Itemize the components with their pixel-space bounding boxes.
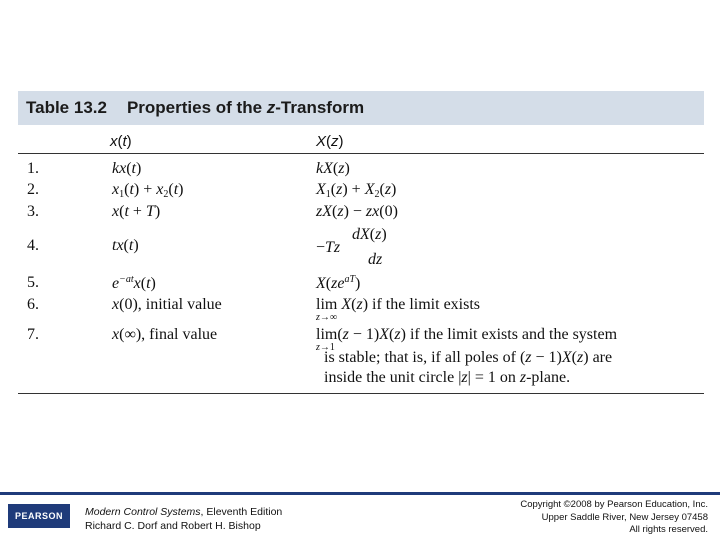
row7-col2-line2: is stable; that is, if all poles of xyxy=(324,349,520,366)
book-title: Modern Control Systems xyxy=(85,506,201,518)
row-index: 6. xyxy=(27,296,39,313)
pearson-logo: PEARSON xyxy=(8,504,70,528)
table-title-var: z xyxy=(266,98,276,117)
row2-Xz: $X_1(z) + X_2(z)$ xyxy=(316,181,397,200)
col1-header-var: x xyxy=(110,133,118,150)
row1-Xz: kX(z) xyxy=(316,160,350,177)
row6-xt: x(0), initial value xyxy=(112,296,222,313)
row-index: 5. xyxy=(27,274,39,291)
row7-col2-line2b: are xyxy=(588,349,613,366)
row3-xt: x(t + T) xyxy=(112,203,161,220)
table-title-prefix: Properties of the xyxy=(126,98,267,117)
book-edition: , Eleventh Edition xyxy=(200,506,283,518)
row-index: 3. xyxy=(27,203,39,220)
row7-col2-line3d: -plane. xyxy=(526,369,571,386)
table-title-suffix: -Transform xyxy=(275,98,365,117)
footer-rule xyxy=(0,492,720,495)
copyright-notice xyxy=(520,499,708,537)
copyright-line: Copyright ©2008 by Pearson Education, Inc. xyxy=(520,499,708,510)
col2-header-arg: z xyxy=(331,133,339,150)
row3-Xz: zX(z) − zx(0) xyxy=(316,203,398,220)
row1-xt: kx(t) xyxy=(112,160,142,177)
column-header-x-t: x(t) xyxy=(110,133,132,150)
row6-limit-sub: z→∞ xyxy=(316,312,338,323)
row2-xt: $x_1(t) + x_2(t)$ xyxy=(112,181,184,200)
row7-col2-line3b: = 1 on xyxy=(470,369,520,386)
row4-xt: tx(t) xyxy=(112,237,139,254)
table-header-rule xyxy=(18,153,704,154)
copyright-line: Upper Saddle River, New Jersey 07458 xyxy=(541,511,708,523)
row4-denominator: dz xyxy=(368,251,383,268)
row7-limit-sub: z→1 xyxy=(316,342,335,353)
book-citation xyxy=(85,505,282,533)
row4-numerator: dX(z) xyxy=(352,226,387,243)
table-bottom-rule xyxy=(18,393,704,394)
row7-xt: x(∞), final value xyxy=(112,326,218,343)
row5-xt: $e^{-at}x(t)$ xyxy=(112,274,156,292)
column-header-X-z: X(z) xyxy=(316,133,344,150)
row-index: 4. xyxy=(27,237,39,254)
table-title-band xyxy=(18,91,704,125)
row7-col2-line3a: inside the unit circle xyxy=(324,369,459,386)
row7-col2-line3c: z xyxy=(519,369,527,386)
book-authors: Richard C. Dorf and Robert H. Bishop xyxy=(85,520,261,532)
row7-col2-line1: if the limit exists and the system xyxy=(405,326,618,343)
col1-header-arg: t xyxy=(122,133,127,150)
row4-minus-Tz: −Tz xyxy=(316,239,341,256)
row7-col1-text: , final value xyxy=(141,326,218,343)
row7-Xz-line1: lim(z − 1)X(z) if the limit exists and the system xyxy=(316,326,618,343)
row6-col1-text: , initial value xyxy=(137,296,222,313)
row-index: 1. xyxy=(27,160,39,177)
row6-Xz: lim X(z) if the limit exists xyxy=(316,296,481,313)
row-index: 7. xyxy=(27,326,39,343)
copyright-line: All rights reserved. xyxy=(629,524,708,535)
table-number: Table 13.2 xyxy=(26,98,107,117)
row7-Xz-line3: inside the unit circle |z| = 1 on z-plane. xyxy=(324,369,571,386)
table-title xyxy=(26,98,364,118)
row-index: 2. xyxy=(27,181,39,198)
row7-Xz-line2: is stable; that is, if all poles of (z − 1)X(z) are xyxy=(324,349,613,366)
row6-col2-text: if the limit exists xyxy=(368,296,481,313)
col2-header-var: X xyxy=(316,133,327,150)
row5-Xz: $X(ze^{aT})$ xyxy=(316,274,361,292)
